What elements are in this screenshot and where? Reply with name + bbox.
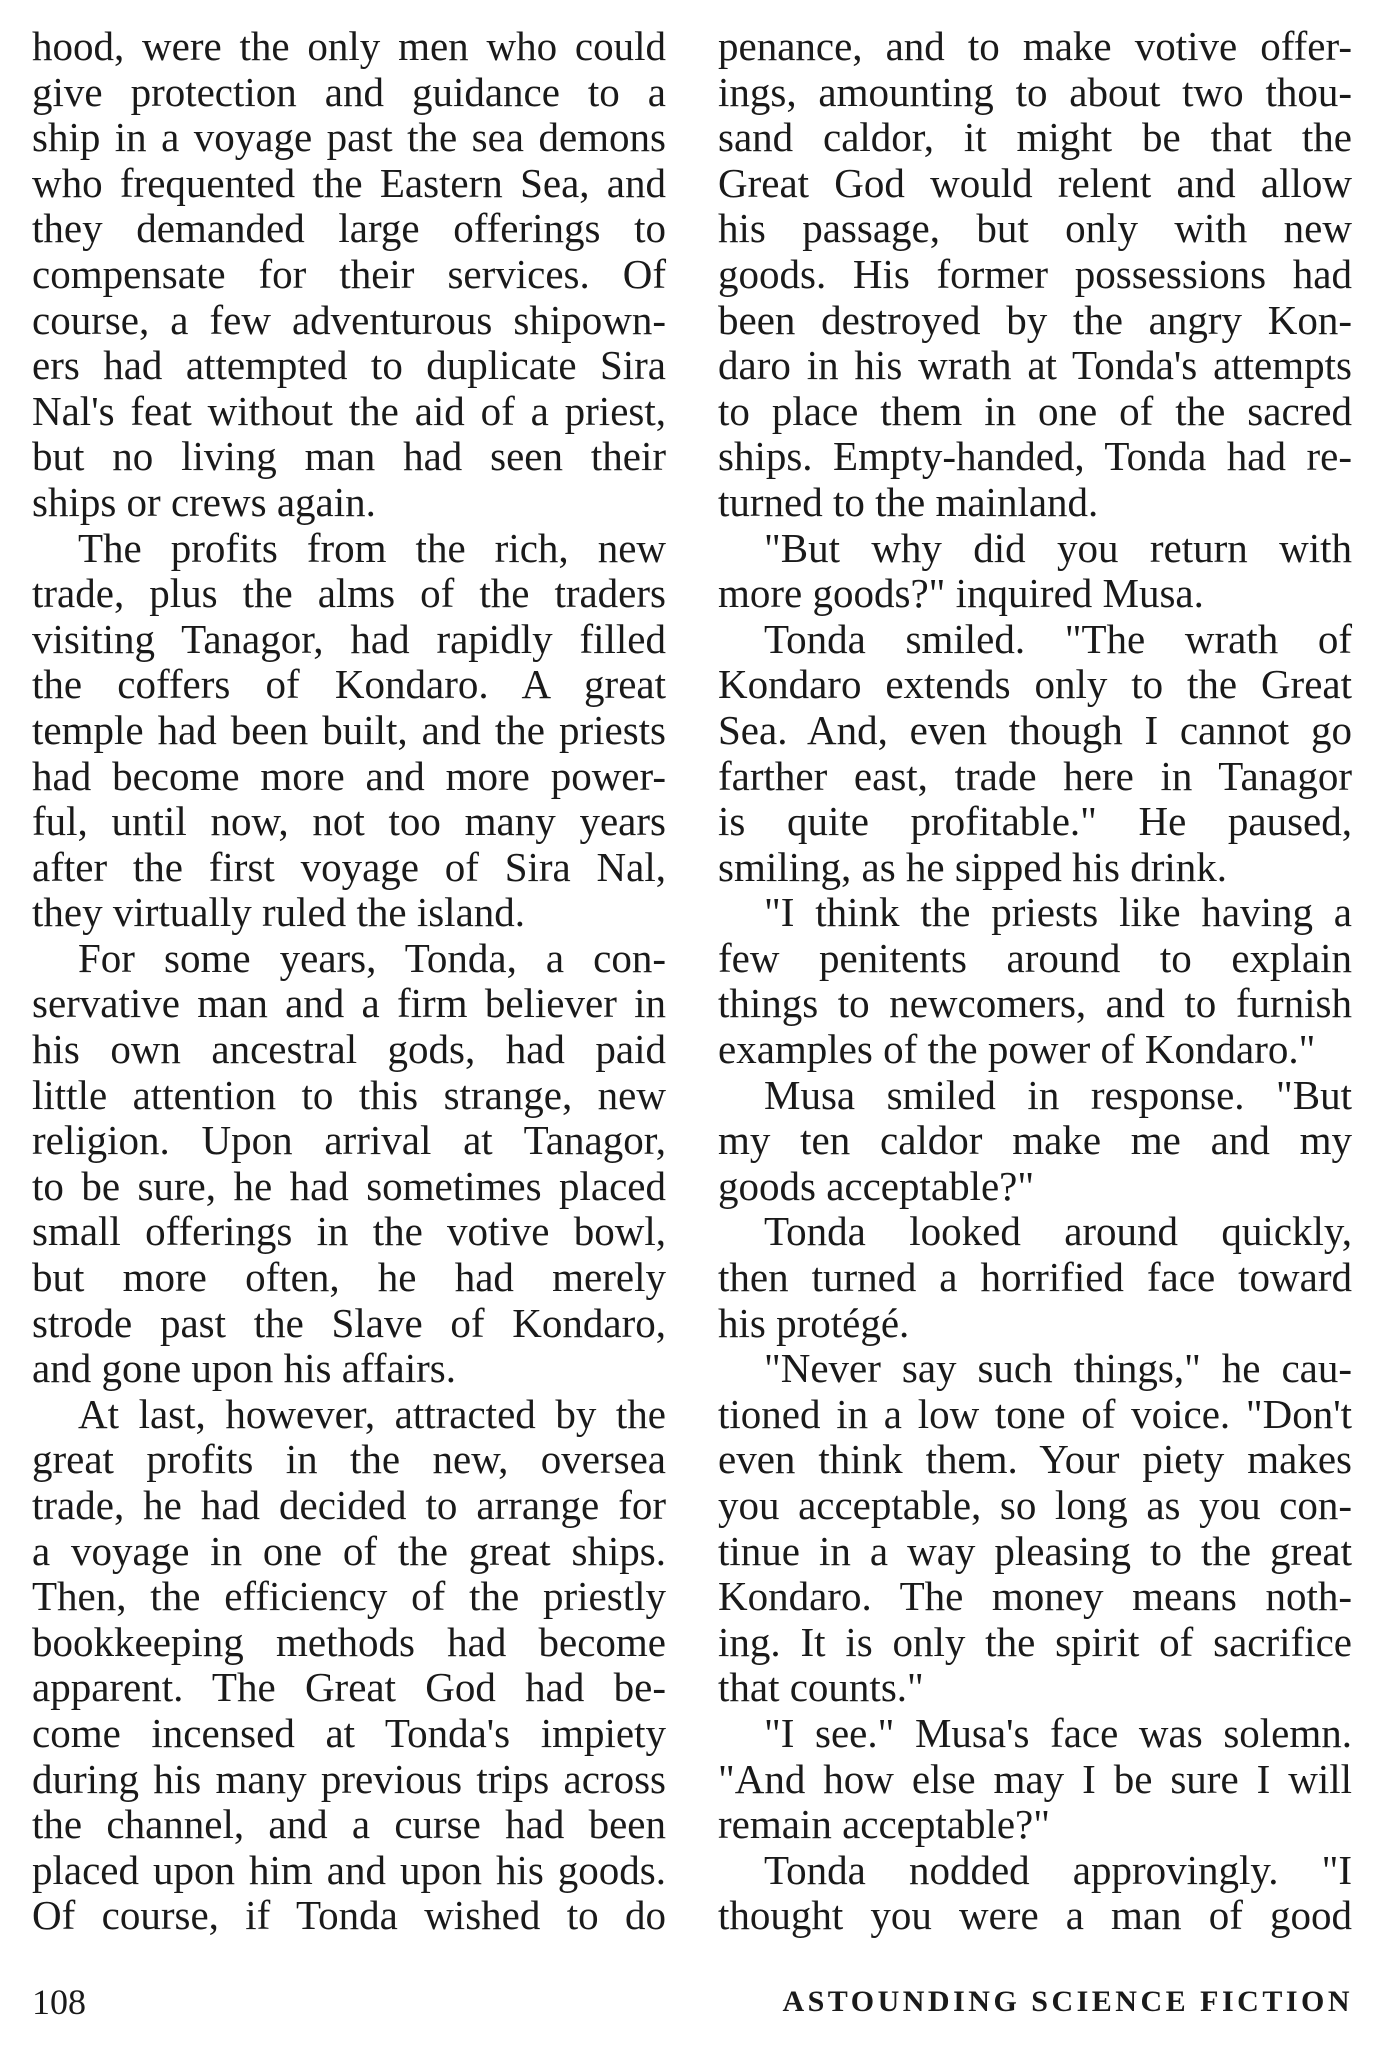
text-line: bookkeeping methods had become — [32, 1618, 666, 1665]
text-line: few penitents around to explain — [718, 934, 1352, 981]
text-line: smiling, as he sipped his drink. — [718, 843, 1228, 890]
text-line: remain acceptable?" — [718, 1801, 1050, 1848]
text-line: course, a few adventurous shipown- — [32, 296, 666, 343]
text-line: Kondaro. The money means noth- — [718, 1573, 1352, 1620]
text-line: Then, the efficiency of the priestly — [32, 1573, 666, 1620]
text-line: my ten caldor make me and my — [718, 1117, 1352, 1164]
text-line: Tonda smiled. "The wrath of — [764, 615, 1352, 662]
text-line: his own ancestral gods, had paid — [32, 1026, 666, 1073]
text-line: At last, however, attracted by the — [78, 1390, 666, 1437]
text-line: small offerings in the votive bowl, — [32, 1208, 666, 1255]
text-line: give protection and guidance to a — [32, 68, 666, 115]
text-line: daro in his wrath at Tonda's attempts — [718, 342, 1352, 389]
text-line: more goods?" inquired Musa. — [718, 570, 1204, 617]
text-line: come incensed at Tonda's impiety — [32, 1709, 666, 1756]
text-line: but no living man had seen their — [32, 433, 666, 480]
text-line: you acceptable, so long as you con- — [718, 1482, 1352, 1528]
text-line: during his many previous trips across — [32, 1755, 666, 1802]
text-line: servative man and a firm believer in — [32, 980, 666, 1027]
text-line: had become more and more power- — [32, 752, 666, 799]
text-line: then turned a horrified face toward — [718, 1254, 1352, 1301]
text-line: The profits from the rich, new — [78, 524, 666, 571]
text-line: ful, until now, not too many years — [32, 798, 666, 845]
text-line: Tonda looked around quickly, — [764, 1208, 1352, 1255]
text-line: For some years, Tonda, a con- — [78, 934, 666, 981]
text-line: after the first voyage of Sira Nal, — [32, 843, 666, 890]
text-line: and gone upon his affairs. — [32, 1345, 456, 1392]
text-line: "I see." Musa's face was solemn. — [764, 1709, 1352, 1756]
text-line: Of course, if Tonda wished to do — [32, 1892, 666, 1939]
text-line: things to newcomers, and to furnish — [718, 980, 1352, 1027]
text-line: "Never say such things," he cau- — [764, 1345, 1352, 1392]
text-line: Great God would relent and allow — [718, 159, 1352, 206]
text-line: goods acceptable?" — [718, 1162, 1035, 1209]
text-line: ings, amounting to about two thou- — [718, 68, 1352, 115]
text-line: temple had been built, and the priests — [32, 706, 666, 753]
text-line: placed upon him and upon his goods. — [32, 1846, 666, 1893]
text-line: farther east, trade here in Tanagor — [718, 752, 1352, 799]
text-line: ers had attempted to duplicate Sira — [32, 342, 666, 389]
text-line: little attention to this strange, new — [32, 1071, 666, 1118]
text-line: even think them. Your piety makes — [718, 1436, 1352, 1483]
text-line: been destroyed by the angry Kon- — [718, 296, 1352, 343]
text-line: "And how else may I be sure I will — [718, 1755, 1352, 1802]
text-line: they demanded large offerings to — [32, 205, 666, 252]
text-line: Nal's feat without the aid of a priest, — [32, 387, 666, 434]
text-line: Musa smiled in response. "But — [764, 1071, 1352, 1118]
text-line: hood, were the only men who could — [32, 23, 666, 69]
text-line: the channel, and a curse had been — [32, 1801, 666, 1848]
text-line: religion. Upon arrival at Tanagor, — [32, 1117, 666, 1164]
text-line: ing. It is only the spirit of sacrifice — [718, 1618, 1352, 1665]
text-line: his protégé. — [718, 1299, 910, 1346]
text-line: the coffers of Kondaro. A great — [32, 661, 666, 708]
text-line: "I think the priests like having a — [764, 889, 1352, 936]
text-line: Sea. And, even though I cannot go — [718, 706, 1352, 753]
text-line: who frequented the Eastern Sea, and — [32, 159, 666, 206]
text-line: turned to the mainland. — [718, 478, 1099, 525]
text-line: his passage, but only with new — [718, 205, 1352, 252]
text-line: they virtually ruled the island. — [32, 889, 526, 936]
text-line: penance, and to make votive offer- — [718, 23, 1352, 69]
running-title: ASTOUNDING SCIENCE FICTION — [782, 1985, 1353, 2018]
text-line: compensate for their services. Of — [32, 250, 666, 297]
text-line: apparent. The Great God had be- — [32, 1664, 666, 1711]
text-line: ships or crews again. — [32, 478, 376, 525]
text-line: tioned in a low tone of voice. "Don't — [718, 1390, 1352, 1437]
text-line: ships. Empty-handed, Tonda had re- — [718, 433, 1352, 480]
text-line: that counts." — [718, 1664, 924, 1711]
text-line: to place them in one of the sacred — [718, 387, 1352, 434]
text-line: thought you were a man of good — [718, 1892, 1352, 1939]
text-line: sand caldor, it might be that the — [718, 114, 1352, 161]
text-line: to be sure, he had sometimes placed — [32, 1162, 666, 1209]
text-line: Kondaro extends only to the Great — [718, 661, 1352, 708]
left-column — [32, 24, 666, 1939]
text-line: great profits in the new, oversea — [32, 1436, 666, 1483]
text-line: a voyage in one of the great ships. — [32, 1527, 666, 1574]
text-line: "But why did you return with — [764, 524, 1352, 571]
text-line: trade, plus the alms of the traders — [32, 570, 666, 617]
text-line: visiting Tanagor, had rapidly filled — [32, 615, 666, 662]
text-line: strode past the Slave of Kondaro, — [32, 1299, 666, 1346]
text-line: examples of the power of Kondaro." — [718, 1026, 1316, 1073]
text-line: Tonda nodded approvingly. "I — [764, 1846, 1352, 1893]
text-line: tinue in a way pleasing to the great — [718, 1527, 1352, 1574]
text-line: goods. His former possessions had — [718, 250, 1352, 297]
text-line: ship in a voyage past the sea demons — [32, 114, 666, 161]
text-line: is quite profitable." He paused, — [718, 798, 1352, 845]
page-number: 108 — [32, 1982, 86, 2022]
text-line: but more often, he had merely — [32, 1254, 666, 1301]
right-column — [718, 24, 1352, 1939]
text-line: trade, he had decided to arrange for — [32, 1482, 666, 1528]
